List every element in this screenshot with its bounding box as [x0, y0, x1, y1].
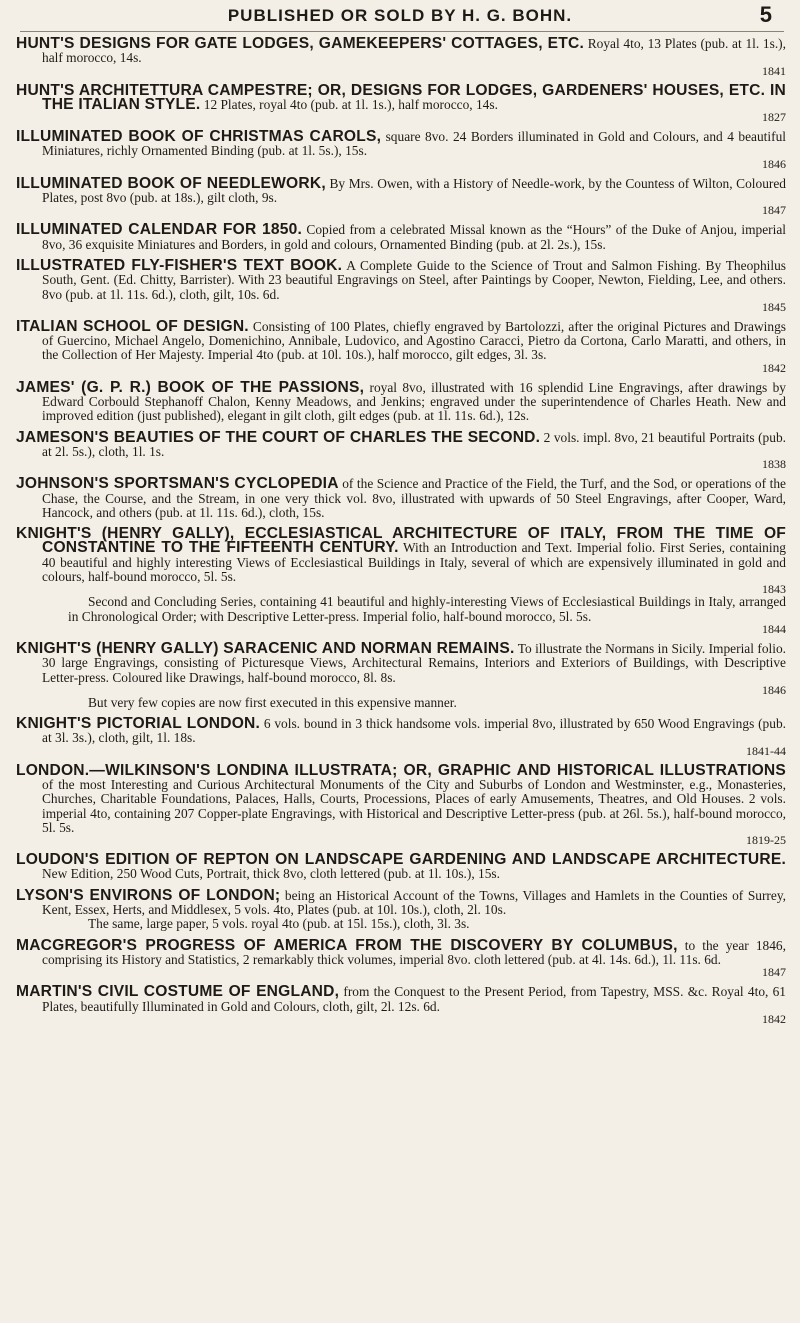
entry-body [16, 256, 786, 302]
entry-year: 1842 [762, 1011, 786, 1026]
entry-title: KNIGHT'S (HENRY GALLY) SARACENIC AND NORMAN REMAINS. [16, 639, 515, 657]
entry-title: JAMESON'S BEAUTIES OF THE COURT OF CHARLES THE SECOND. [16, 428, 541, 446]
catalogue-entry [16, 717, 786, 757]
entry-year: 1838 [762, 457, 786, 472]
running-title: PUBLISHED OR SOLD BY H. G. BOHN. [227, 6, 573, 25]
entry-title: JAMES' (G. P. R.) BOOK OF THE PASSIONS, [16, 378, 365, 396]
entry-title: JOHNSON'S SPORTSMAN'S CYCLOPEDIA [16, 475, 339, 493]
entry-body [16, 378, 786, 424]
entry-body [16, 639, 787, 685]
entry-sub-year: 1844 [762, 621, 786, 636]
catalogue-entry [16, 428, 786, 472]
entry-body [16, 221, 786, 252]
entry-title: KNIGHT'S PICTORIAL LONDON. [16, 715, 261, 733]
entry-description: to the year 1846, comprising its History and Statistics, 2 remarkably thick volumes, imperial 8vo. cloth lettered (pub. at 4l. 14s. 6d.), 1l. 11s. 6d. [42, 937, 786, 967]
entry-description: Consisting of 100 Plates, chiefly engraved by Bartolozzi, after the original Pictures and Drawings of Guercino, Michael Angelo, Domenichino, Annibale, Ludovico, and Agostino Caracci, Pietro da Cortona, Carlo Maratti, and others, in the Collection of Her Majesty. Imperial 4to (pub. at 10l. 10s.), half morocco, gilt edges, 3l. 3s. [42, 318, 786, 363]
entry-year: 1827 [762, 110, 786, 125]
catalogue-entry [16, 174, 787, 218]
entry-description: With an Introduction and Text. Imperial folio. First Series, containing 40 beautiful and highly interesting Views of Ecclesiastical Buildings in Italy, several of which are expensively illuminated in gold and colours, half-bound morocco, 5l. 5s. [42, 540, 786, 585]
entry-year: 1847 [762, 965, 786, 980]
entry-sub-description: Second and Concluding Series, containing 41 beautiful and highly-interesting Views of Ecclesiastical Buildings in Italy, arranged in Chronological Order; with Descriptive Letter-press. Imperial folio, half-bound morocco, 5l. 5s. [68, 594, 786, 624]
entry-description: 6 vols. bound in 3 thick handsome vols. imperial 8vo, illustrated by 650 Wood Engravings (pub. at 3l. 3s.), cloth, gilt, 1l. 18s. [42, 716, 786, 746]
entry-description: To illustrate the Normans in Sicily. Imperial folio. 30 large Engravings, consisting of Picturesque Views, Architectural Remains, Interiors and Exteriors of Buildings, with Descriptive Letter-press. Coloured like Drawings, half-bound morocco, 8l. 8s. [42, 640, 787, 685]
entry-year: 1846 [762, 682, 786, 697]
entry-year: 1843 [762, 582, 786, 597]
entry-body [16, 886, 787, 918]
entry-title: MARTIN'S CIVIL COSTUME OF ENGLAND, [16, 983, 340, 1001]
entry-description: from the Conquest to the Present Period, from Tapestry, MSS. &c. Royal 4to, 61 Plates, beautifully Illuminated in Gold and Colours, cloth, gilt, 2l. 12s. 6d. [42, 984, 787, 1014]
entry-title: ILLUMINATED BOOK OF CHRISTMAS CAROLS, [16, 128, 382, 146]
catalogue-entry [16, 81, 786, 125]
entry-sub-description: The same, large paper, 5 vols. royal 4to (pub. at 15l. 15s.), cloth, 3l. 3s. [88, 916, 470, 932]
entry-body [16, 81, 786, 113]
entry-year: 1847 [762, 203, 786, 218]
catalogue-entries [16, 37, 786, 1032]
entry-sub-description: But very few copies are now first executed in this expensive manner. [88, 694, 457, 710]
entry-description: New Edition, 250 Wood Cuts, Portrait, thick 8vo, cloth lettered (pub. at 1l. 10s.), 15s. [42, 866, 500, 882]
entry-body [16, 851, 786, 882]
entry-year: 1845 [762, 299, 786, 314]
entry-body [16, 174, 787, 206]
entry-title: MACGREGOR'S PROGRESS OF AMERICA FROM THE DISCOVERY BY COLUMBUS, [16, 936, 678, 954]
entry-year: 1841 [762, 63, 786, 78]
catalogue-entry [16, 985, 786, 1025]
catalogue-entry [16, 37, 786, 77]
catalogue-entry [16, 886, 787, 932]
entry-title: LOUDON'S EDITION OF REPTON ON LANDSCAPE GARDENING AND LANDSCAPE ARCHITECTURE. [16, 851, 786, 869]
entry-body [16, 428, 786, 460]
catalogue-entry [16, 317, 786, 375]
entry-description: royal 8vo, illustrated with 16 splendid Line Engravings, after drawings by Edward Corbould Stephanoff Chalon, Kenny Meadows, and Jenkins; engraved under the superintendence of Charles Heath. New and improved edition (just published), elegant in gilt cloth, gilt edges (pub. at 1l. 11s. 6d.), 12s. [42, 379, 786, 424]
entry-title: ILLUSTRATED FLY-FISHER'S TEXT BOOK. [16, 256, 343, 274]
entry-body [16, 936, 786, 968]
entry-description: 2 vols. impl. 8vo, 21 beautiful Portraits (pub. at 2l. 5s.), cloth, 1l. 1s. [42, 429, 786, 459]
entry-description: of the Science and Practice of the Field, the Turf, and the Sod, or operations of the Chase, the Course, and the Stream, in one very thick vol. 8vo, illustrated with upwards of 50 Steel Engravings, after Cooper, Ward, Hancock, and others (pub. at 1l. 11s. 6d.), cloth, 15s. [42, 476, 786, 520]
entry-body [16, 128, 786, 159]
entry-title: ILLUMINATED CALENDAR FOR 1850. [16, 221, 303, 239]
entry-description: 12 Plates, royal 4to (pub. at 1l. 1s.), half morocco, 14s. [203, 96, 498, 112]
catalogue-entry [16, 853, 786, 882]
entry-description: being an Historical Account of the Towns, Villages and Hamlets in the Counties of Surrey, Kent, Essex, Herts, and Middlesex, 5 vols. 4to, Plates (pub. at 10l. 10s.), cloth, 2l. 10s. [42, 887, 787, 918]
catalogue-entry [16, 256, 786, 314]
entry-description: of the most Interesting and Curious Architectural Monuments of the City and Suburbs of London and Westminster, e.g., Monasteries, Churches, Charitable Foundations, Palaces, Halls, Courts, Processions, Places of early Amusements, Theatres, and Old Houses. 2 vols. imperial 4to, containing 207 Copper-plate Engravings, with Historical and Descriptive Letter-press (pub. at 26l. 5s.), half-bound morocco, 5l. 5s. [42, 776, 786, 835]
catalogue-entry [16, 378, 786, 424]
entry-year: 1819-25 [746, 833, 786, 848]
entry-body [16, 35, 786, 66]
catalogue-entry [16, 761, 786, 848]
entry-body [16, 317, 786, 363]
entry-body [16, 983, 787, 1014]
entry-body [16, 715, 786, 746]
catalogue-entry [16, 477, 786, 520]
entry-title: ILLUMINATED BOOK OF NEEDLEWORK, [16, 174, 326, 192]
entry-body [16, 475, 786, 520]
entry-body [16, 761, 786, 835]
entry-year: 1841-44 [746, 743, 786, 758]
header-rule [20, 31, 784, 32]
page-number: 5 [759, 2, 772, 27]
entry-body [16, 525, 786, 585]
entry-description: A Complete Guide to the Science of Trout and Salmon Fishing. By Theophilus South, Gent. (Ed. Chitty, Barrister). With 23 beautiful Engravings on Steel, after Paintings by Cooper, Newton, Fielding, Lee, and others. 8vo (pub. at 1l. 11s. 6d.), cloth, gilt, 10s. 6d. [42, 257, 786, 302]
entry-title: LYSON'S ENVIRONS OF LONDON; [16, 886, 281, 904]
entry-year: 1842 [762, 360, 786, 375]
entry-title: LONDON.—WILKINSON'S LONDINA ILLUSTRATA; OR, GRAPHIC AND HISTORICAL ILLUSTRATIONS [16, 761, 786, 779]
catalogue-entry [16, 639, 787, 710]
entry-description: Copied from a celebrated Missal known as the “Hours” of the Duke of Anjou, imperial 8vo, 36 exquisite Miniatures and Borders, in gold and colours, Ornamented Binding (pub. at 2l. 2s.), 15s. [42, 222, 786, 252]
catalogue-entry [16, 130, 786, 170]
entry-title: HUNT'S ARCHITETTURA CAMPESTRE; OR, DESIGNS FOR LODGES, GARDENERS' HOUSES, ETC. IN THE ITALIAN STYLE. [16, 81, 786, 113]
entry-title: KNIGHT'S (HENRY GALLY), ECCLESIASTICAL ARCHITECTURE OF ITALY, FROM THE TIME OF CONSTANTINE TO THE FIFTEENTH CENTURY. [16, 525, 786, 557]
entry-year: 1846 [762, 156, 786, 171]
entry-title: HUNT'S DESIGNS FOR GATE LODGES, GAMEKEEPERS' COTTAGES, ETC. [16, 35, 584, 52]
catalogue-entry [16, 223, 786, 252]
entry-description: square 8vo. 24 Borders illuminated in Gold and Colours, and 4 beautiful Miniatures, richly Ornamented Binding (pub. at 1l. 5s.), 15s. [42, 129, 786, 159]
entry-description: By Mrs. Owen, with a History of Needle-work, by the Countess of Wilton, Coloured Plates, post 8vo (pub. at 18s.), gilt cloth, 9s. [42, 175, 787, 206]
entry-title: ITALIAN SCHOOL OF DESIGN. [16, 317, 249, 335]
catalogue-entry [16, 936, 786, 980]
catalogue-entry [16, 527, 786, 635]
entry-description: Royal 4to, 13 Plates (pub. at 1l. 1s.), half morocco, 14s. [42, 36, 786, 66]
